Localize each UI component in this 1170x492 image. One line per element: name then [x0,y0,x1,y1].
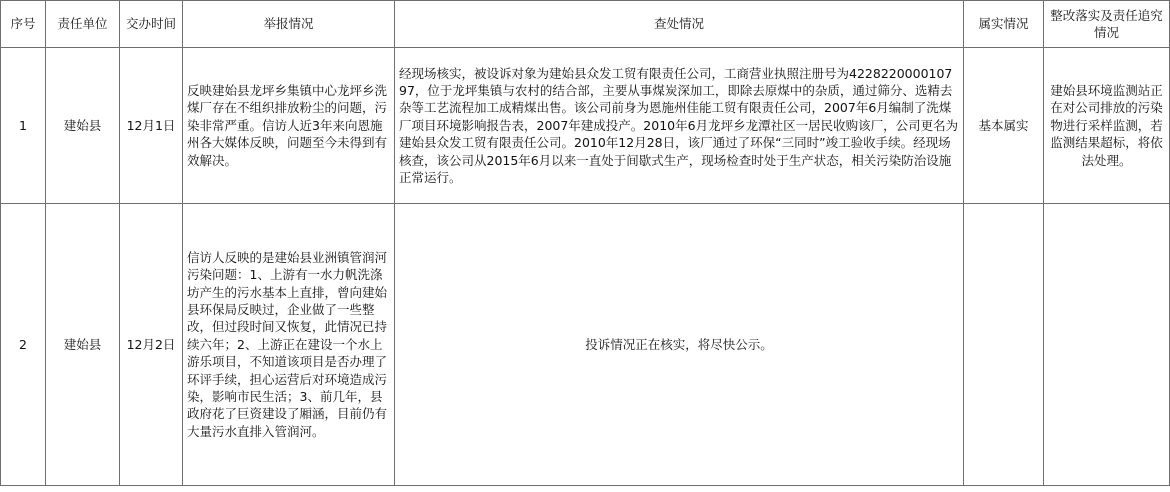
cell-unit: 建始县 [46,204,120,486]
cell-verified [964,204,1044,486]
header-unit: 责任单位 [46,1,120,48]
cell-verified: 基本属实 [964,48,1044,204]
cell-date: 12月2日 [120,204,183,486]
cell-date: 12月1日 [120,48,183,204]
cell-unit: 建始县 [46,48,120,204]
table-row [1,48,1170,204]
header-investigation: 查处情况 [395,1,964,48]
header-seq: 序号 [1,1,46,48]
cell-investigation: 投诉情况正在核实，将尽快公示。 [395,204,964,486]
header-row [1,1,1170,48]
cell-seq: 2 [1,204,46,486]
cell-rectification [1044,204,1170,486]
header-report: 举报情况 [183,1,395,48]
table-row [1,204,1170,486]
header-verified: 属实情况 [964,1,1044,48]
cell-investigation: 经现场核实，被设诉对象为建始县众发工贸有限责任公司，工商营业执照注册号为422822000010797，位于龙坪集镇与农村的结合部，主要从事煤炭深加工，即除去原煤中的杂质，通过筛分、选精去杂等工艺流程加工成精煤出售。该公司前身为恩施州佳能工贸有限责任公司，2007年6月编制了洗煤厂项目环境影响报告表，2007年建成投产。2010年6月龙坪乡龙潭社区一居民收购该厂，公司更名为建始县众发工贸有限责任公司。2010年12月28日，该厂通过了环保“三同时”竣工验收手续。经现场核查，该公司从2015年6月以来一直处于间歇式生产，现场检查时处于生产状态，相关污染防治设施正常运行。 [395,48,964,204]
header-rectification: 整改落实及责任追究情况 [1044,1,1170,48]
cell-rectification: 建始县环境监测站正在对公司排放的污染物进行采样监测，若监测结果超标，将依法处理。 [1044,48,1170,204]
cell-report: 信访人反映的是建始县业洲镇管润河污染问题：1、上游有一水力帆洗涤坊产生的污水基本上直排，曾向建始县环保局反映过，企业做了一些整改，但过段时间又恢复，此情况已持续六年；2、上游正在建设一个水上游乐项目，不知道该项目是否办理了环评手续，担心运营后对环境造成污染，影响市民生活；3、前几年，县政府花了巨资建设了厢涵，目前仍有大量污水直排入管润河。 [183,204,395,486]
header-date: 交办时间 [120,1,183,48]
cell-report: 反映建始县龙坪乡集镇中心龙坪乡洗煤厂存在不组织排放粉尘的问题，污染非常严重。信访人近3年来向恩施州各大媒体反映，问题至今未得到有效解决。 [183,48,395,204]
cell-seq: 1 [1,48,46,204]
